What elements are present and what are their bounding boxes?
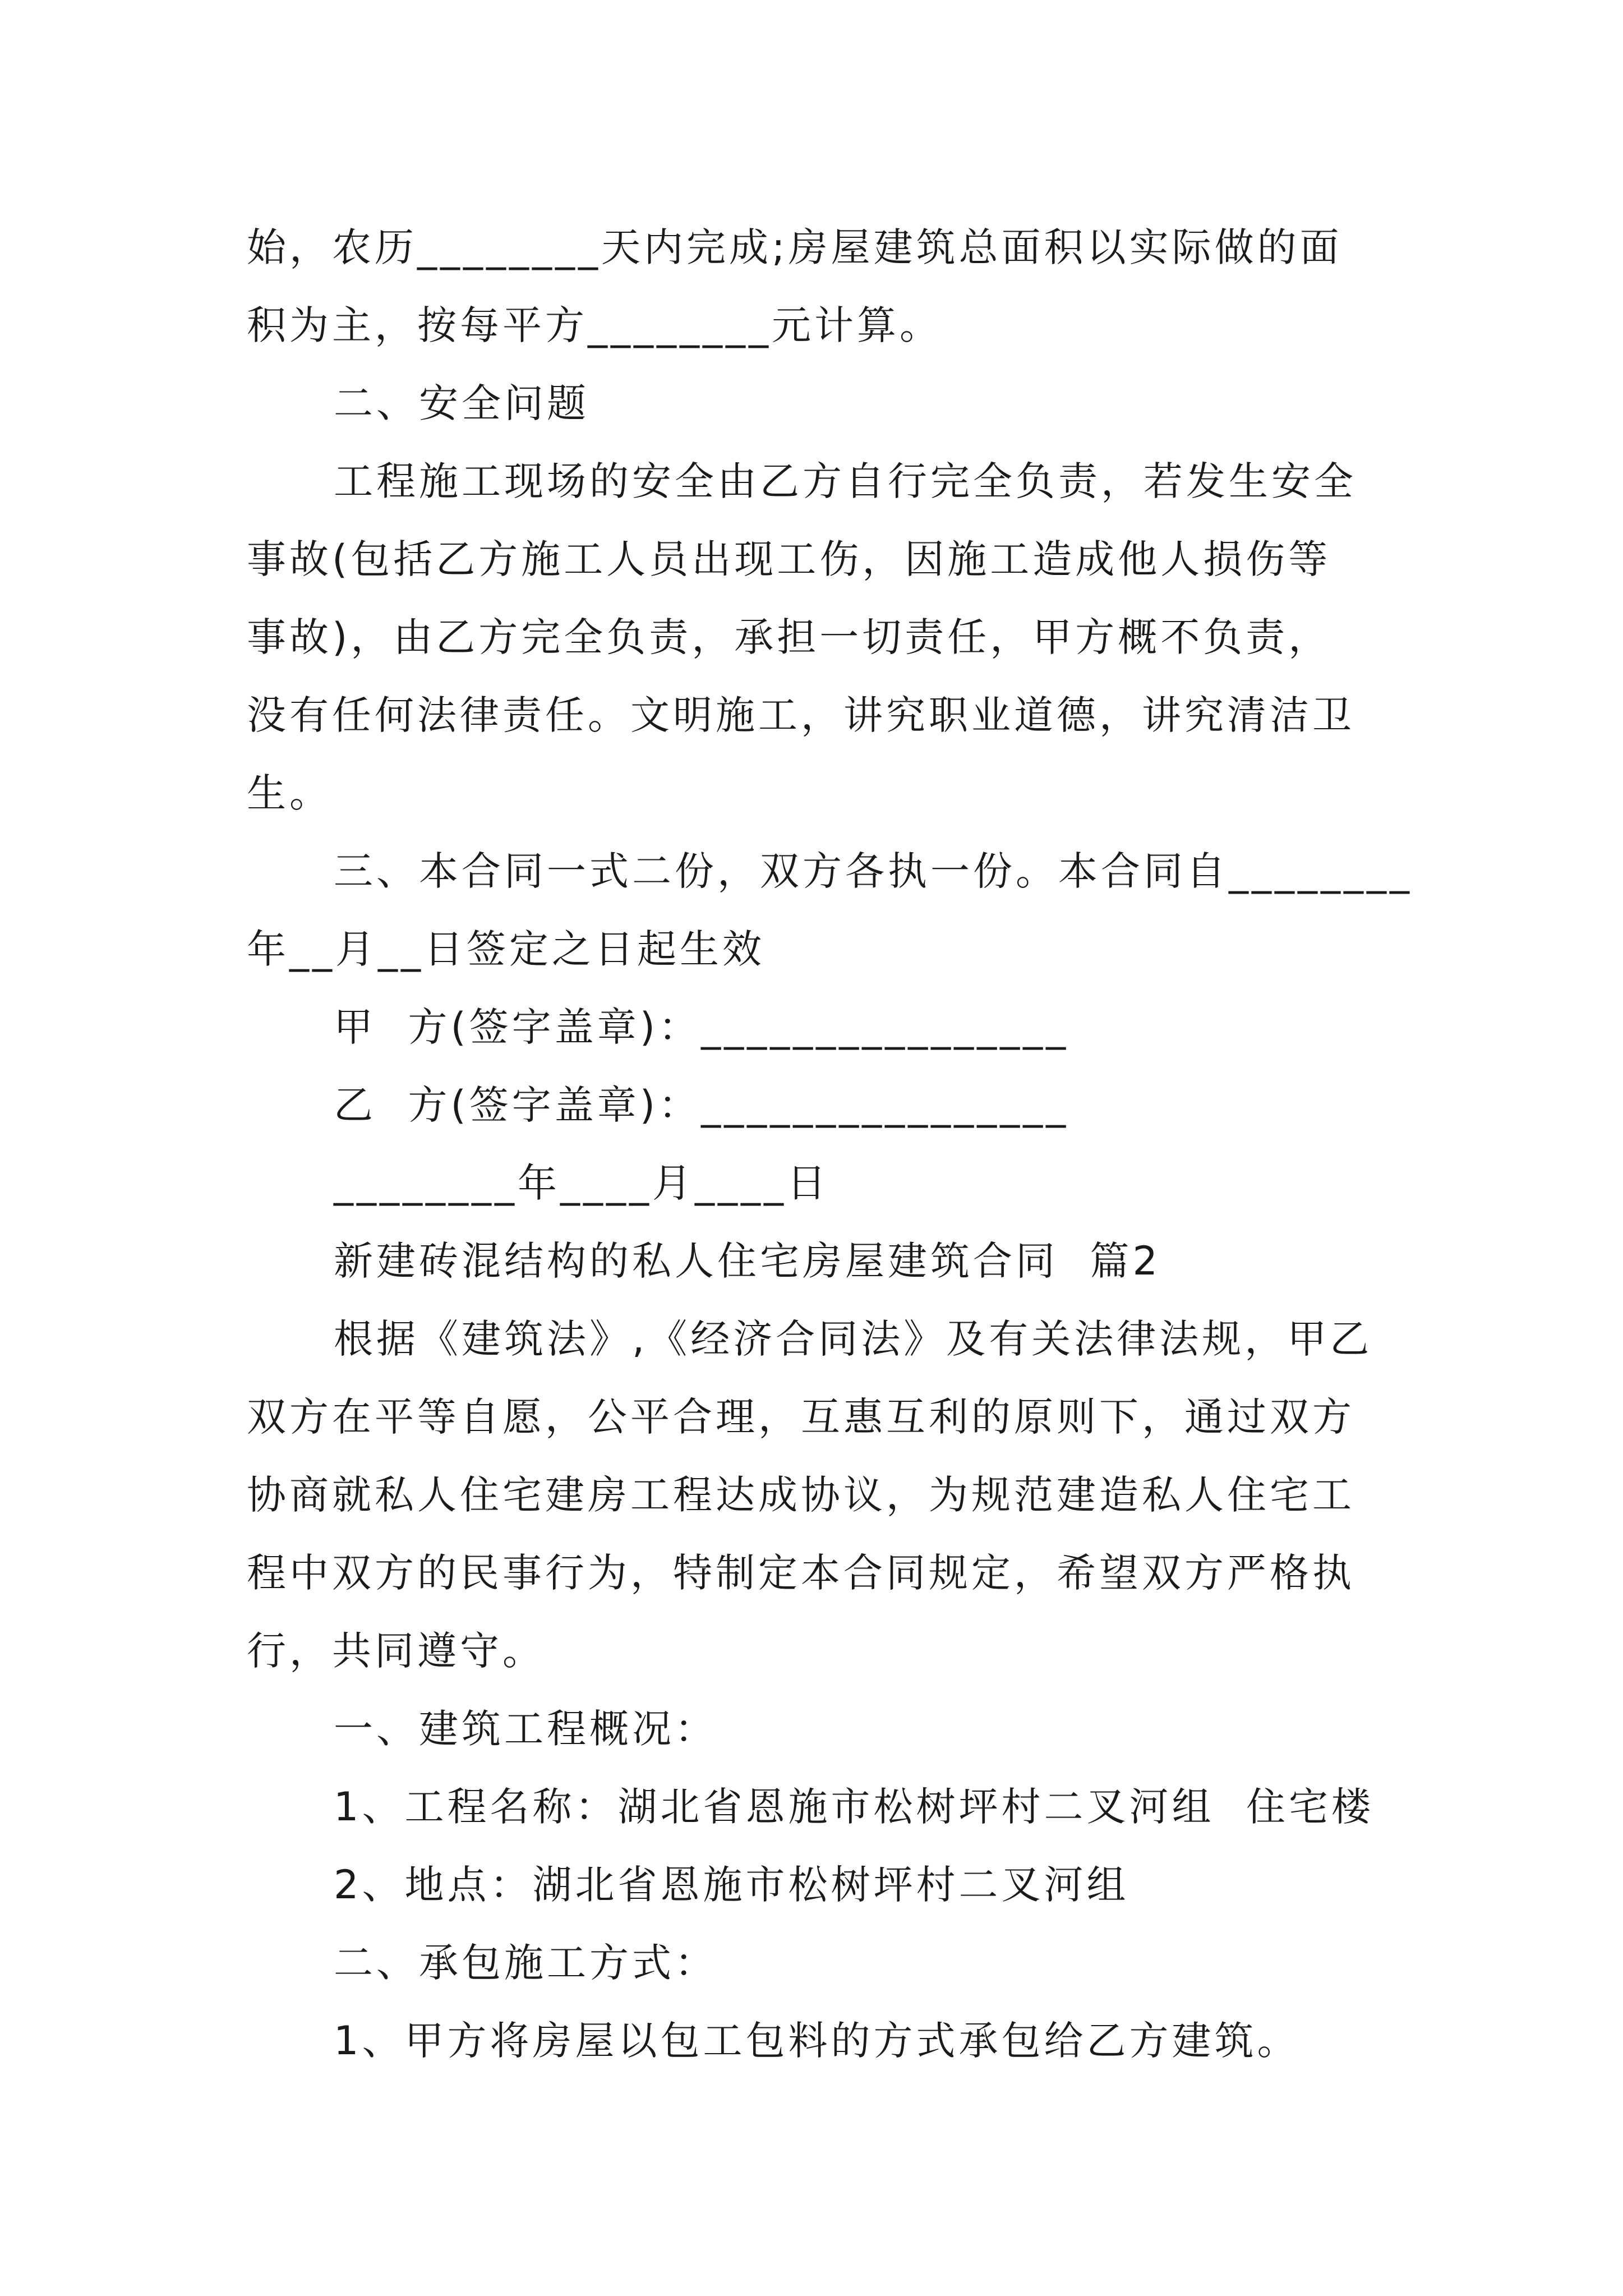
text-line: 程中双方的民事行为，特制定本合同规定，希望双方严格执 [247, 1550, 1355, 1596]
text-line: 1、工程名称：湖北省恩施市松树坪村二叉河组 住宅楼 [334, 1784, 1375, 1830]
text-line: 始，农历________天内完成;房屋建筑总面积以实际做的面 [247, 224, 1343, 270]
text-line: 事故(包括乙方施工人员出现工伤，因施工造成他人损伤等 [247, 536, 1331, 582]
section-title: 新建砖混结构的私人住宅房屋建筑合同 篇2 [334, 1238, 1161, 1284]
contract-text [247, 209, 1413, 2080]
text-line: 事故)，由乙方完全负责，承担一切责任，甲方概不负责， [247, 614, 1331, 660]
text-line: 工程施工现场的安全由乙方自行完全负责，若发生安全 [334, 458, 1357, 504]
party-a-signature-line: 甲 方(签字盖章)：________________ [334, 1004, 1069, 1050]
date-line: ________年____月____日 [334, 1160, 829, 1206]
text-line: 没有任何法律责任。文明施工，讲究职业道德，讲究清洁卫 [247, 692, 1355, 738]
text-line: 双方在平等自愿，公平合理，互惠互利的原则下，通过双方 [247, 1394, 1355, 1440]
text-line: 年__月__日签定之日起生效 [247, 926, 765, 972]
section-heading: 二、安全问题 [334, 380, 589, 426]
text-line: 协商就私人住宅建房工程达成协议，为规范建造私人住宅工 [247, 1472, 1355, 1518]
section-heading: 一、建筑工程概况： [334, 1706, 717, 1752]
text-line: 生。 [247, 770, 332, 816]
text-line: 积为主，按每平方________元计算。 [247, 302, 942, 348]
text-line: 三、本合同一式二份，双方各执一份。本合同自________ [334, 848, 1413, 894]
party-b-signature-line: 乙 方(签字盖章)：________________ [334, 1082, 1069, 1128]
text-line: 根据《建筑法》,《经济合同法》及有关法律法规，甲乙 [334, 1316, 1373, 1362]
section-heading: 二、承包施工方式： [334, 1940, 717, 1986]
text-line: 行，共同遵守。 [247, 1628, 545, 1674]
text-line: 1、甲方将房屋以包工包料的方式承包给乙方建筑。 [334, 2018, 1300, 2064]
text-line: 2、地点：湖北省恩施市松树坪村二叉河组 [334, 1862, 1129, 1908]
